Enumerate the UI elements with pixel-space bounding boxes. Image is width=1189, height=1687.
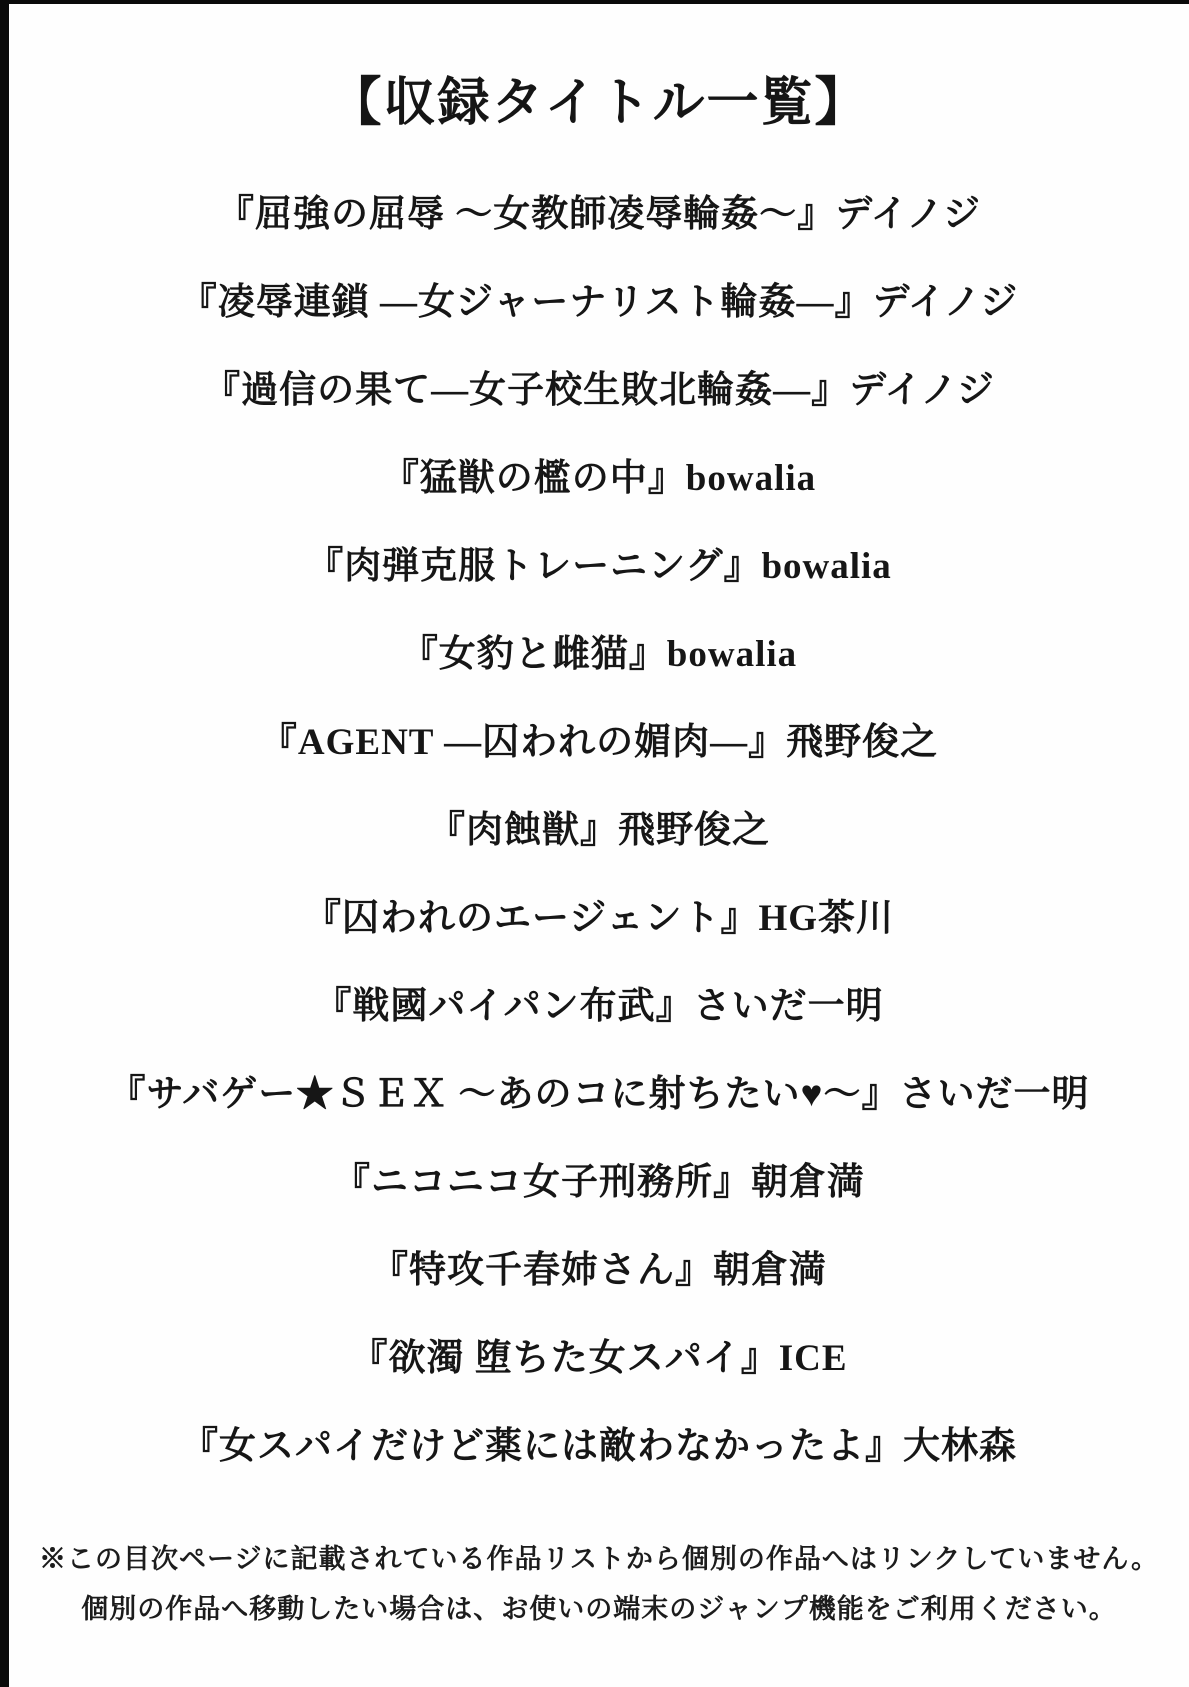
list-item: 『サバゲー★ＳＥＸ ～あのコに射ちたい♥～』さいだ一明 [108,1074,1090,1115]
list-item: 『戦國パイパン布武』さいだ一明 [314,986,884,1027]
page-title: 【収録タイトル一覧】 [329,75,869,132]
list-item: 『過信の果て―女子校生敗北輪姦―』デイノジ [203,370,995,411]
list-item: 『屈強の屈辱 ～女教師凌辱輪姦～』デイノジ [217,194,981,235]
list-item: 『欲濁 堕ちた女スパイ』ICE [350,1338,848,1379]
list-item: 『凌辱連鎖 ―女ジャーナリスト輪姦―』デイノジ [179,282,1019,323]
list-item: 『肉弾克服トレーニング』bowalia [306,546,892,587]
list-item: 『特攻千春姉さん』朝倉満 [371,1250,827,1291]
list-item: 『肉蝕獣』飛野俊之 [428,810,770,851]
footer-note [9,1535,1189,1687]
list-item: 『女豹と雌猫』bowalia [400,634,798,675]
list-item: 『女スパイだけど薬には敵わなかったよ』大林森 [181,1426,1017,1467]
footer-note-line2: 個別の作品へ移動したい場合は、お使いの端末のジャンプ機能をご利用ください。 [81,1594,1117,1625]
list-item: 『囚われのエージェント』HG茶川 [303,898,895,939]
footer-note-line1: ※この目次ページに記載されている作品リストから個別の作品へはリンクしていません。 [39,1544,1159,1575]
toc-page [9,4,1189,1687]
list-item: 『ニコニコ女子刑務所』朝倉満 [333,1162,865,1203]
page-edge-left [0,0,9,1687]
list-item: 『AGENT ―囚われの媚肉―』飛野俊之 [259,722,939,763]
title-list [9,145,1189,1465]
list-item: 『猛獣の檻の中』bowalia [381,458,817,499]
